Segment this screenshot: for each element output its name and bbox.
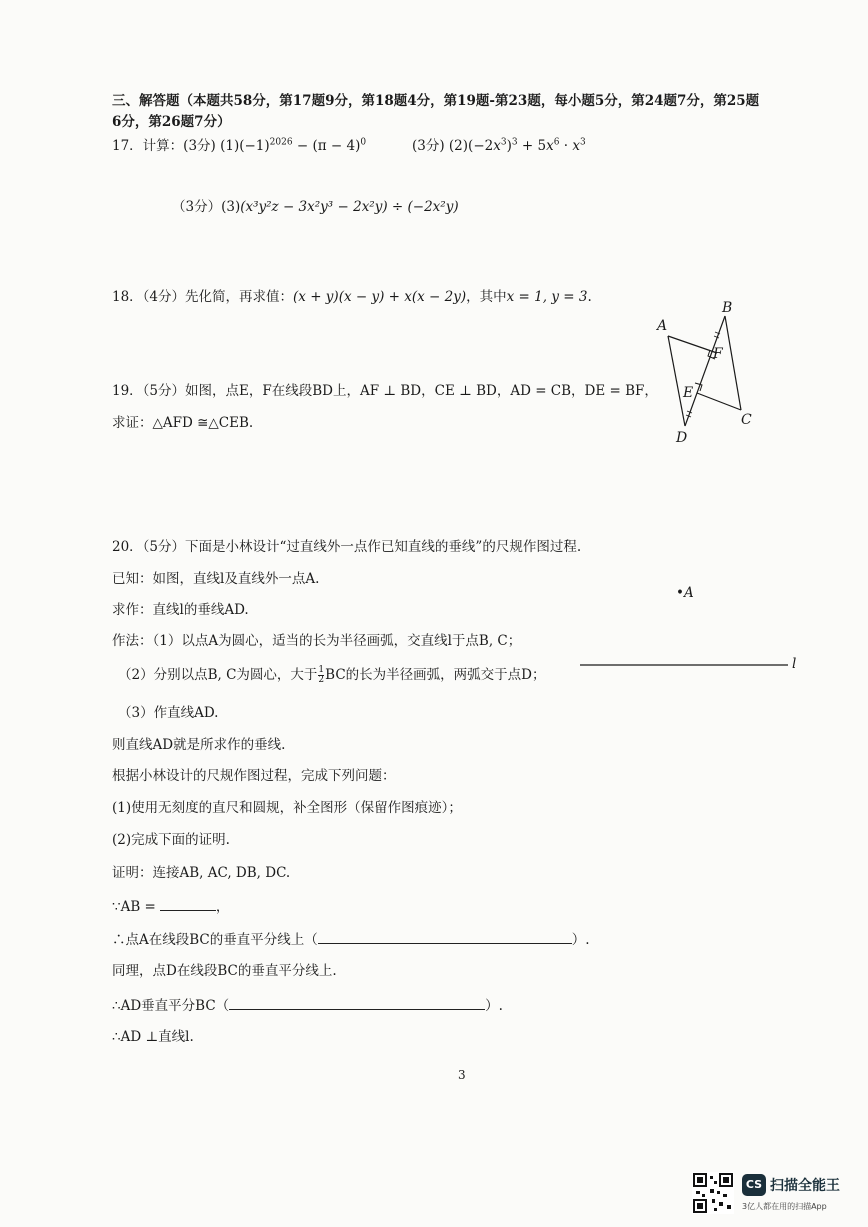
q20-step3: （3）作直线AD.: [118, 705, 219, 721]
seg-BC: [725, 316, 741, 410]
qr-code-icon: [692, 1172, 734, 1214]
q17-part1: 17．计算：(3分) $(1)(-1)^{2026} - (\pi - 4)^0$: [112, 137, 367, 154]
q20-known: 已知：如图，直线l及直线外一点A.: [112, 571, 320, 587]
seg-CE: [697, 393, 741, 410]
q20-proof4: ∴AD垂直平分BC（ ）.: [112, 995, 503, 1015]
q20-proof2: ∴点A在线段BC的垂直平分线上（ ）.: [112, 929, 590, 949]
point-A-label: •A: [676, 585, 694, 601]
line-l: [580, 662, 790, 668]
q17-part2: (3分) $(2)(-2x^3)^3 + 5x^6 \cdot x^3$: [412, 137, 586, 154]
label-A: A: [657, 318, 668, 334]
line-l-label: l: [792, 656, 797, 672]
q20-conclude: 则直线AD就是所求作的垂线.: [112, 737, 286, 753]
q20-intro: 20．（5分）下面是小林设计“过直线外一点作已知直线的垂线”的尺规作图过程.: [112, 539, 582, 555]
label-E: E: [683, 385, 694, 401]
q20-proof3: 同理，点D在线段BC的垂直平分线上.: [112, 963, 337, 979]
q20-proof5: ∴AD ⊥直线l.: [112, 1029, 194, 1045]
answer-blank-3[interactable]: [229, 995, 485, 1010]
scanner-app-name: 扫描全能王: [770, 1178, 840, 1194]
q20-task1: (1)使用无刻度的直尺和圆规，补全图形（保留作图痕迹）；: [112, 800, 462, 816]
label-C: C: [741, 412, 752, 428]
q20-proof1: ∵AB = ，: [112, 896, 229, 916]
seg-BD: [685, 316, 725, 426]
fraction-half: $\frac{1}{2}$: [318, 665, 325, 685]
answer-blank-2[interactable]: [318, 929, 572, 944]
scanner-watermark: [692, 1168, 852, 1216]
q18-text: 18．（4分）先化简，再求值：(x + y)(x − y) + x(x − 2y)，其中x = 1, y = 3.: [112, 289, 592, 305]
q19-line2: 求证：△AFD ≅△CEB.: [112, 415, 254, 431]
q20-step1: 作法：（1）以点A为圆心，适当的长为半径画弧，交直线l于点B, C；: [112, 633, 522, 649]
q20-proof0: 证明：连接AB, AC, DB, DC.: [112, 865, 291, 881]
q19-line1: 19．（5分）如图，点E，F在线段BD上，AF ⊥ BD，CE ⊥ BD，AD = CB，DE = BF，: [112, 383, 658, 399]
label-F: F: [713, 346, 723, 362]
seg-AD: [668, 336, 685, 426]
section-title-line2: 6分，第26题7分）: [112, 114, 231, 130]
page-number: 3: [458, 1068, 466, 1082]
answer-blank-1[interactable]: [160, 896, 216, 911]
label-D: D: [676, 430, 688, 446]
q20-step2: （2）分别以点B, C为圆心，大于 $\frac{1}{2}$ BC的长为半径画弧，两弧交于点D；: [118, 665, 546, 685]
label-B: B: [722, 300, 733, 316]
scanner-tagline: 3亿人都在用的扫描App: [742, 1202, 827, 1211]
q20-task: 根据小林设计的尺规作图过程，完成下列问题：: [112, 768, 396, 784]
cs-badge-icon: CS: [742, 1174, 766, 1196]
q17-part3: （3分）(3)(x³y²z − 3x²y³ − 2x²y) ÷ (−2x²y): [172, 199, 459, 215]
q20-task2: (2)完成下面的证明.: [112, 832, 230, 848]
q19-figure: [640, 290, 770, 450]
section-title-line1: 三、解答题（本题共58分，第17题9分，第18题4分，第19题-第23题，每小题5分，第24题7分，第25题: [112, 93, 760, 109]
q20-find: 求作：直线l的垂线AD.: [112, 602, 249, 618]
